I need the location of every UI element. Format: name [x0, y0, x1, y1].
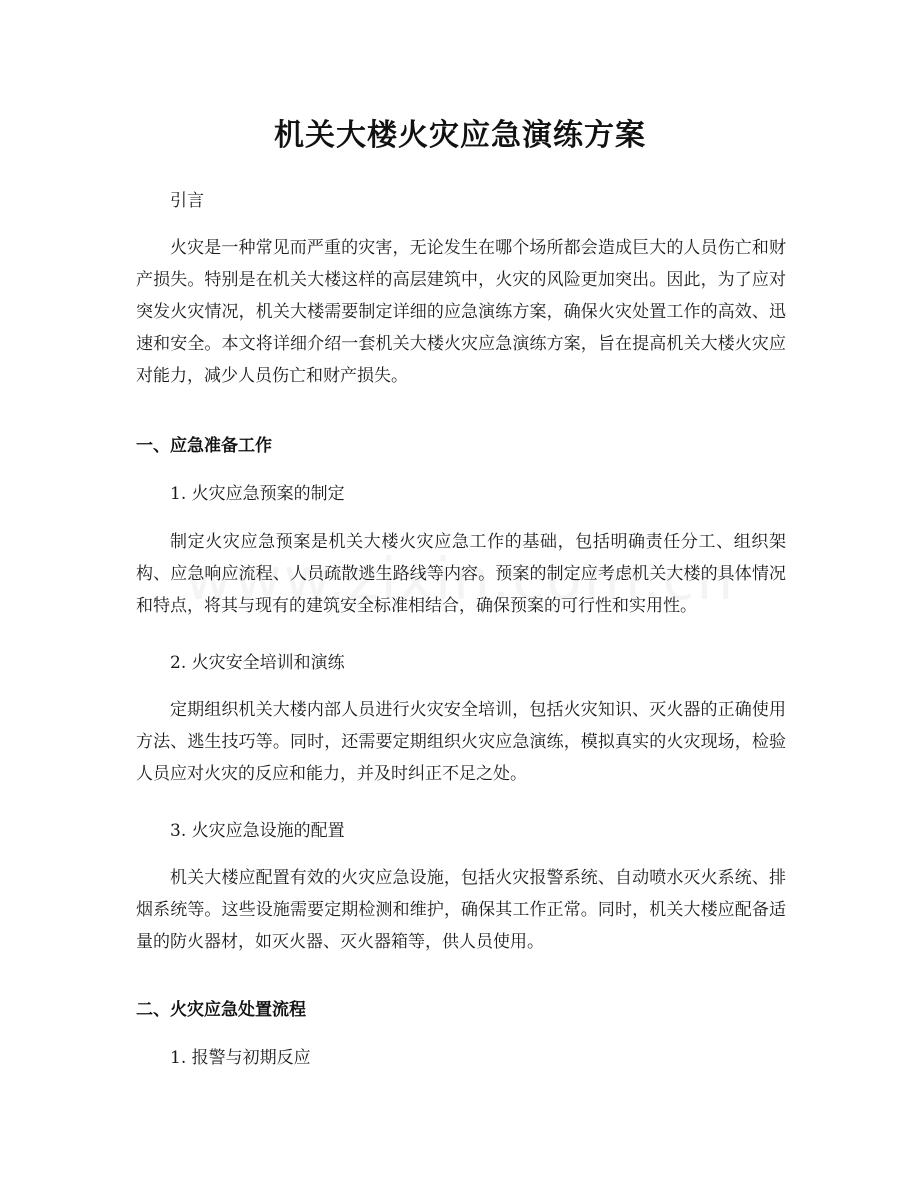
section1-item3-title: 3. 火灾应急设施的配置 — [170, 821, 345, 841]
intro-label: 引言 — [170, 191, 204, 211]
section1-item2-text: 定期组织机关大楼内部人员进行火灾安全培训，包括火灾知识、灭火器的正确使用方法、逃生技巧等。同时，还需要定期组织火灾应急演练，模拟真实的火灾现场，检验人员应对火灾的反应和能力，并及时纠正不足之处。 — [136, 700, 786, 784]
section2-item1-title: 1. 报警与初期反应 — [170, 1048, 311, 1068]
section1-item3-text: 机关大楼应配置有效的火灾应急设施，包括火灾报警系统、自动喷水灭火系统、排烟系统等。这些设施需要定期检测和维护，确保其工作正常。同时，机关大楼应配备适量的防火器材，如灭火器、灭火器箱等，供人员使用。 — [136, 868, 786, 952]
section-heading-1: 一、应急准备工作 — [136, 436, 272, 456]
section1-item1-text: 制定火灾应急预案是机关大楼火灾应急工作的基础，包括明确责任分工、组织架构、应急响应流程、人员疏散逃生路线等内容。预案的制定应考虑机关大楼的具体情况和特点，将其与现有的建筑安全标准相结合，确保预案的可行性和实用性。 — [136, 532, 786, 616]
section-heading-2: 二、火灾应急处置流程 — [136, 1000, 306, 1020]
section1-item1-title: 1. 火灾应急预案的制定 — [170, 484, 345, 504]
section1-item2-title: 2. 火灾安全培训和演练 — [170, 653, 345, 673]
document-title: 机关大楼火灾应急演练方案 — [274, 118, 646, 153]
intro-paragraph: 火灾是一种常见而严重的灾害，无论发生在哪个场所都会造成巨大的人员伤亡和财产损失。特别是在机关大楼这样的高层建筑中，火灾的风险更加突出。因此，为了应对突发火灾情况，机关大楼需要制定详细的应急演练方案，确保火灾处置工作的高效、迅速和安全。本文将详细介绍一套机关大楼火灾应急演练方案，旨在提高机关大楼火灾应对能力，减少人员伤亡和财产损失。 — [136, 238, 786, 386]
